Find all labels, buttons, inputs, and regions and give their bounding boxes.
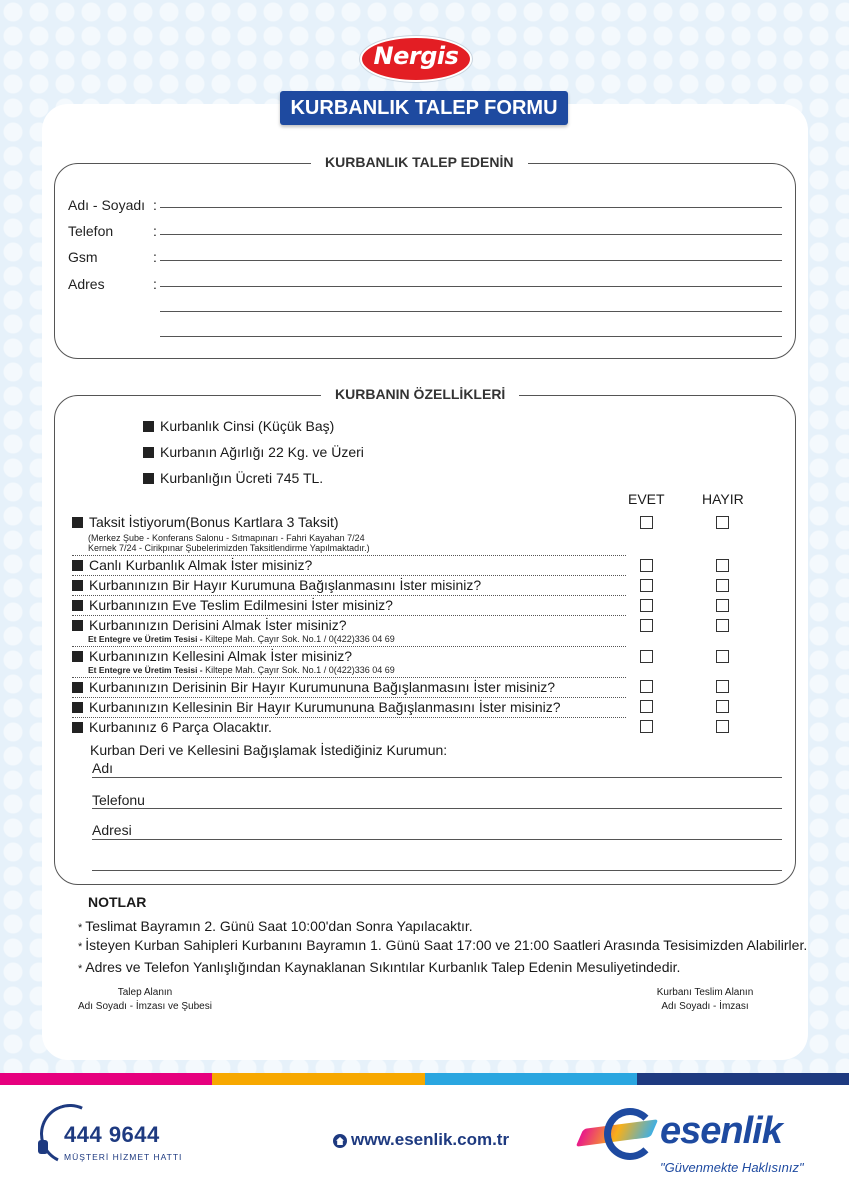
checkbox-no[interactable] (716, 559, 729, 572)
field-label-name: Adı - Soyadı (68, 197, 146, 213)
star-icon: * (78, 922, 83, 934)
row-divider (72, 697, 626, 698)
question-item (72, 719, 272, 735)
signature-right-subtitle: Adı Soyadı - İmzası (661, 1001, 749, 1012)
question-text: Kurbanınızın Eve Teslim Edilmesini İster misiniz? (89, 597, 393, 613)
facility-name: Et Entegre ve Üretim Tesisi - (88, 634, 203, 644)
star-icon: * (78, 941, 83, 953)
bullet-square-icon (143, 473, 154, 484)
company-name: esenlik (660, 1110, 782, 1152)
website-text: www.esenlik.com.tr (351, 1130, 510, 1149)
checkbox-yes[interactable] (640, 559, 653, 572)
nergis-logo (360, 36, 472, 82)
colon: : (153, 197, 157, 213)
question-item (72, 514, 339, 530)
donation-label-name: Adı (92, 760, 114, 776)
signature-left-title: Talep Alanın (117, 987, 173, 998)
donation-label-address: Adresi (92, 822, 132, 838)
field-input-name[interactable] (160, 207, 782, 208)
feature-text: Kurbanlık Cinsi (Küçük Baş) (160, 418, 335, 434)
field-input-address-1[interactable] (160, 286, 782, 287)
color-stripes (0, 1073, 849, 1085)
donation-input-phone[interactable] (92, 808, 782, 809)
field-label-address: Adres (68, 276, 105, 292)
checkbox-yes[interactable] (640, 579, 653, 592)
donation-input-address-1[interactable] (92, 839, 782, 840)
requester-section-title: KURBANLIK TALEP EDENİN (311, 154, 528, 170)
bullet-square-icon (72, 517, 83, 528)
checkbox-yes[interactable] (640, 720, 653, 733)
checkbox-yes[interactable] (640, 516, 653, 529)
checkbox-no[interactable] (716, 680, 729, 693)
signature-left (70, 986, 220, 1014)
row-divider (72, 717, 626, 718)
row-divider (72, 615, 626, 616)
bullet-square-icon (72, 600, 83, 611)
field-input-address-3[interactable] (160, 336, 782, 337)
question-item (72, 699, 561, 715)
note-item (78, 918, 473, 934)
question-text: Kurbanınız 6 Parça Olacaktır. (89, 719, 272, 735)
signature-right (635, 986, 775, 1014)
hotline-number[interactable]: 444 9644 (64, 1122, 160, 1147)
note-text: Teslimat Bayramın 2. Günü Saat 10:00'dan Sonra Yapılacaktır. (85, 918, 473, 934)
field-input-phone[interactable] (160, 234, 782, 235)
colon: : (153, 223, 157, 239)
question-item (72, 577, 481, 593)
brand-name: Nergis (373, 42, 459, 70)
checkbox-no[interactable] (716, 599, 729, 612)
company-slogan: "Güvenmekte Haklısınız" (660, 1160, 804, 1175)
facility-address: Kiltepe Mah. Çayır Sok. No.1 / 0(422)336 04 69 (202, 634, 395, 644)
taksit-note-2: Kernek 7/24 - Cirikpınar Şubelerimizden Taksitlendirme Yapılmaktadır.) (88, 543, 370, 553)
checkbox-no[interactable] (716, 650, 729, 663)
question-item (72, 648, 352, 664)
row-divider (72, 575, 626, 576)
bullet-square-icon (72, 651, 83, 662)
question-item (72, 679, 555, 695)
question-text: Kurbanınızın Derisini Almak İster misiniz? (89, 617, 347, 633)
checkbox-yes[interactable] (640, 619, 653, 632)
question-text: Canlı Kurbanlık Almak İster misiniz? (89, 557, 313, 573)
bullet-square-icon (143, 447, 154, 458)
question-text: Kurbanınızın Kellesini Almak İster misiniz? (89, 648, 352, 664)
feature-item (143, 470, 323, 486)
checkbox-no[interactable] (716, 720, 729, 733)
bullet-square-icon (72, 702, 83, 713)
question-text: Kurbanınızın Kellesinin Bir Hayır Kurumununa Bağışlanmasını İster misiniz? (89, 699, 561, 715)
checkbox-yes[interactable] (640, 599, 653, 612)
stripe-navy (637, 1073, 849, 1085)
field-label-phone: Telefon (68, 223, 114, 239)
donation-input-address-2[interactable] (92, 870, 782, 871)
question-item (72, 597, 393, 613)
star-icon: * (78, 963, 83, 975)
row-divider (72, 595, 626, 596)
bullet-square-icon (72, 722, 83, 733)
form-title: KURBANLIK TALEP FORMU (280, 91, 568, 125)
checkbox-yes[interactable] (640, 680, 653, 693)
column-header-no: HAYIR (702, 491, 744, 507)
question-text: Taksit İstiyorum(Bonus Kartlara 3 Taksit) (89, 514, 339, 530)
facility-name: Et Entegre ve Üretim Tesisi - (88, 665, 203, 675)
hotline-label: MÜŞTERİ HİZMET HATTI (64, 1152, 183, 1162)
donation-label-phone: Telefonu (92, 792, 145, 808)
facility-note (88, 665, 395, 675)
note-item (78, 937, 807, 953)
stripe-orange (212, 1073, 425, 1085)
facility-address: Kiltepe Mah. Çayır Sok. No.1 / 0(422)336 04 69 (202, 665, 395, 675)
checkbox-no[interactable] (716, 516, 729, 529)
feature-text: Kurbanlığın Ücreti 745 TL. (160, 470, 324, 486)
signature-right-title: Kurbanı Teslim Alanın (656, 987, 754, 998)
taksit-note-1: (Merkez Şube - Konferans Salonu - Sıtmapınarı - Fahri Kayahan 7/24 (88, 533, 365, 543)
stripe-magenta (0, 1073, 212, 1085)
feature-item (143, 444, 364, 460)
question-item (72, 557, 312, 573)
checkbox-no[interactable] (716, 579, 729, 592)
checkbox-yes[interactable] (640, 700, 653, 713)
field-label-gsm: Gsm (68, 249, 98, 265)
note-text: Adres ve Telefon Yanlışlığından Kaynaklanan Sıkıntılar Kurbanlık Talep Edenin Mesuliyetindedir. (85, 959, 681, 975)
bullet-square-icon (72, 560, 83, 571)
feature-item (143, 418, 334, 434)
note-item (78, 959, 680, 975)
website-link[interactable] (333, 1130, 509, 1150)
checkbox-no[interactable] (716, 700, 729, 713)
question-text: Kurbanınızın Bir Hayır Kurumuna Bağışlanmasını İster misiniz? (89, 577, 482, 593)
donation-input-name[interactable] (92, 777, 782, 778)
stripe-cyan (425, 1073, 637, 1085)
note-text: İsteyen Kurban Sahipleri Kurbanını Bayramın 1. Günü Saat 17:00 ve 21:00 Saatleri Arasında Tesisimizden Alabilirler. (85, 937, 808, 953)
colon: : (153, 249, 157, 265)
field-input-gsm[interactable] (160, 260, 782, 261)
features-section-title: KURBANIN ÖZELLİKLERİ (321, 386, 519, 402)
row-divider (72, 677, 626, 678)
row-divider (72, 646, 626, 647)
row-divider (72, 555, 626, 556)
question-text: Kurbanınızın Derisinin Bir Hayır Kurumununa Bağışlanmasını İster misiniz? (89, 679, 556, 695)
checkbox-yes[interactable] (640, 650, 653, 663)
facility-note (88, 634, 395, 644)
feature-text: Kurbanın Ağırlığı 22 Kg. ve Üzeri (160, 444, 364, 460)
colon: : (153, 276, 157, 292)
bullet-square-icon (72, 682, 83, 693)
signature-left-subtitle: Adı Soyadı - İmzası ve Şubesi (78, 1001, 212, 1012)
column-header-yes: EVET (628, 491, 665, 507)
bullet-square-icon (72, 580, 83, 591)
checkbox-no[interactable] (716, 619, 729, 632)
bullet-square-icon (72, 620, 83, 631)
esenlik-logo-icon (604, 1108, 656, 1160)
bullet-square-icon (143, 421, 154, 432)
question-item (72, 617, 347, 633)
headset-earpiece-icon (38, 1140, 48, 1154)
field-input-address-2[interactable] (160, 311, 782, 312)
requester-section (54, 154, 796, 359)
notes-title: NOTLAR (88, 894, 147, 910)
donation-title: Kurban Deri ve Kellesini Bağışlamak İstediğiniz Kurumun: (90, 742, 448, 758)
